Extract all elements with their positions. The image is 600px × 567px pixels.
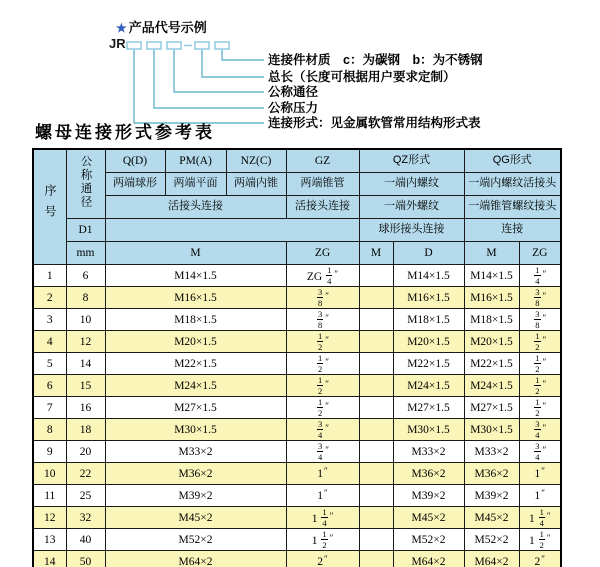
callout-label-material: 连接件材质 c：为碳钢 b：为不锈钢 (268, 53, 483, 67)
header-unit-qg-zg: ZG (519, 242, 561, 265)
table-row (33, 309, 561, 331)
callout-line (154, 50, 264, 108)
header-nz-sub: 两端内锥 (226, 173, 286, 196)
cell-qz-d: M52×2 (393, 529, 464, 551)
table-row (33, 353, 561, 375)
header-gz: GZ (286, 149, 359, 173)
cell-mm: 10 (66, 309, 105, 331)
cell-seq: 2 (33, 287, 66, 309)
callout-label-connection: 连接形式：见金属软管常用结构形式表 (268, 116, 481, 130)
header-unit-zg: ZG (286, 242, 359, 265)
header-pm: PM(A) (165, 149, 226, 173)
cell-qz-m (359, 419, 393, 441)
inch-mark: ″ (325, 422, 329, 433)
cell-mm: 14 (66, 353, 105, 375)
table-body (33, 265, 561, 567)
cell-seq: 7 (33, 397, 66, 419)
header-pm-sub: 两端平面 (165, 173, 226, 196)
cell-qz-m (359, 485, 393, 507)
cell-seq: 14 (33, 551, 66, 567)
fraction: $\frac{1}{2}$ (318, 331, 323, 352)
callout-label-pressure: 公称压力 (268, 101, 319, 115)
cell-qg-zg: 2″ (519, 551, 561, 567)
header-qz-connection: 球形接头连接 (359, 219, 464, 242)
star-icon: ★ (116, 21, 127, 35)
cell-qg-zg: 1 $\frac{1}{2}$ ″ (519, 529, 561, 551)
table-title: 螺母连接形式参考表 (35, 123, 215, 142)
cell-qg-m: M20×1.5 (464, 331, 519, 353)
cell-m: M22×1.5 (105, 353, 286, 375)
header-empty-cell (105, 219, 359, 242)
cell-mm: 25 (66, 485, 105, 507)
cell-qg-zg (519, 441, 561, 463)
cell-mm: 18 (66, 419, 105, 441)
cell-gz: 1″ (286, 485, 359, 507)
inch-mark: ″ (329, 510, 334, 521)
fraction: $\frac{3}{4}$ (535, 441, 540, 462)
cell-m: M27×1.5 (105, 397, 286, 419)
header-qz: QZ形式 (359, 149, 464, 173)
cell-qz-m (359, 507, 393, 529)
inch-mark: ″ (542, 268, 547, 279)
cell-mm: 32 (66, 507, 105, 529)
cell-qg-zg (519, 353, 561, 375)
inch-mark: ″ (325, 290, 329, 301)
fraction: $\frac{1}{4}$ (535, 265, 540, 286)
cell-qz-m (359, 375, 393, 397)
cell-gz (286, 309, 359, 331)
table-row (33, 441, 561, 463)
header-unit-mm: mm (66, 242, 105, 265)
cell-mm: 6 (66, 265, 105, 287)
cell-mm: 20 (66, 441, 105, 463)
callout-line (174, 50, 264, 92)
cell-gz: 1 $\frac{1}{2}$ ″ (286, 529, 359, 551)
cell-qg-m: M33×2 (464, 441, 519, 463)
cell-qg-zg (519, 419, 561, 441)
fraction: $\frac{1}{2}$ (539, 529, 544, 550)
fraction: $\frac{1}{4}$ (322, 507, 327, 528)
cell-qz-d: M22×1.5 (393, 353, 464, 375)
fraction: $\frac{1}{2}$ (318, 397, 323, 418)
table-row (33, 507, 561, 529)
fraction: $\frac{1}{2}$ (535, 331, 540, 352)
code-box (127, 42, 141, 49)
inch-mark: ″ (541, 554, 545, 565)
cell-qz-d: M24×1.5 (393, 375, 464, 397)
header-qg-connection: 连接 (464, 219, 561, 242)
cell-mm: 15 (66, 375, 105, 397)
cell-qg-zg: 1 $\frac{1}{4}$ ″ (519, 507, 561, 529)
header-q-sub: 两端球形 (105, 173, 165, 196)
cell-gz (286, 397, 359, 419)
header-union-connection: 活接头连接 (105, 196, 286, 219)
header-qg: QG形式 (464, 149, 561, 173)
inch-mark: ″ (325, 378, 329, 389)
cell-qg-m: M24×1.5 (464, 375, 519, 397)
callout-line (222, 50, 264, 60)
header-seq: 序号 (33, 149, 66, 265)
header-qz-sub1: 一端内螺纹 (359, 173, 464, 196)
cell-seq: 12 (33, 507, 66, 529)
cell-qg-m: M39×2 (464, 485, 519, 507)
cell-qg-zg (519, 287, 561, 309)
diagram-heading (116, 17, 207, 36)
header-unit-qz-d: D (393, 242, 464, 265)
cell-qz-m (359, 529, 393, 551)
cell-seq: 3 (33, 309, 66, 331)
inch-mark: ″ (542, 356, 547, 367)
cell-qg-zg (519, 331, 561, 353)
cell-seq: 4 (33, 331, 66, 353)
cell-qz-m (359, 551, 393, 567)
inch-mark: ″ (325, 400, 329, 411)
cell-qg-zg: 1″ (519, 485, 561, 507)
cell-mm: 12 (66, 331, 105, 353)
cell-qg-m: M64×2 (464, 551, 519, 567)
cell-qg-m: M18×1.5 (464, 309, 519, 331)
fraction: $\frac{1}{2}$ (322, 529, 327, 550)
inch-mark: ″ (542, 290, 547, 301)
inch-mark: ″ (542, 422, 547, 433)
cell-qz-m (359, 265, 393, 287)
cell-m: M39×2 (105, 485, 286, 507)
cell-gz: 1″ (286, 463, 359, 485)
inch-mark: ″ (542, 312, 547, 323)
header-unit-qz-m: M (359, 242, 393, 265)
cell-qz-d: M30×1.5 (393, 419, 464, 441)
callout-line-group (134, 50, 264, 123)
cell-seq: 13 (33, 529, 66, 551)
cell-qz-m (359, 463, 393, 485)
cell-m: M36×2 (105, 463, 286, 485)
inch-mark: ″ (542, 378, 547, 389)
header-qg-sub2: 一端锥管螺纹接头 (464, 196, 561, 219)
inch-mark: ″ (325, 444, 329, 455)
inch-mark: ″ (542, 334, 547, 345)
cell-qg-zg (519, 397, 561, 419)
table-row (33, 485, 561, 507)
code-box-group (127, 42, 229, 49)
fraction: $\frac{3}{8}$ (318, 287, 323, 308)
cell-mm: 50 (66, 551, 105, 567)
fraction: $\frac{1}{2}$ (318, 375, 323, 396)
cell-qz-d: M45×2 (393, 507, 464, 529)
inch-mark: ″ (542, 400, 547, 411)
cell-m: M64×2 (105, 551, 286, 567)
cell-qg-m: M45×2 (464, 507, 519, 529)
table-row (33, 419, 561, 441)
cell-mm: 16 (66, 397, 105, 419)
cell-seq: 6 (33, 375, 66, 397)
cell-qg-m: M16×1.5 (464, 287, 519, 309)
inch-mark: ″ (541, 466, 545, 477)
header-unit-m: M (105, 242, 286, 265)
header-gz-connection: 活接头连接 (286, 196, 359, 219)
cell-m: M18×1.5 (105, 309, 286, 331)
table-row (33, 331, 561, 353)
inch-mark: ″ (334, 268, 339, 279)
cell-m: M20×1.5 (105, 331, 286, 353)
cell-qz-d: M16×1.5 (393, 287, 464, 309)
fraction: $\frac{3}{4}$ (318, 441, 323, 462)
callout-label-diameter: 公称通径 (268, 85, 319, 99)
cell-qz-m (359, 441, 393, 463)
fraction: $\frac{3}{4}$ (318, 419, 323, 440)
inch-mark: ″ (541, 488, 545, 499)
header-nz: NZ(C) (226, 149, 286, 173)
fraction: $\frac{1}{2}$ (535, 397, 540, 418)
cell-qz-d: M64×2 (393, 551, 464, 567)
inch-mark: ″ (325, 356, 329, 367)
cell-seq: 8 (33, 419, 66, 441)
code-box (167, 42, 181, 49)
nut-connection-table (32, 148, 562, 567)
cell-m: M14×1.5 (105, 265, 286, 287)
cell-m: M30×1.5 (105, 419, 286, 441)
cell-qz-d: M18×1.5 (393, 309, 464, 331)
cell-m: M33×2 (105, 441, 286, 463)
cell-qz-m (359, 397, 393, 419)
cell-gz: 1 $\frac{1}{4}$ ″ (286, 507, 359, 529)
fraction: $\frac{3}{8}$ (318, 309, 323, 330)
cell-qz-d: M36×2 (393, 463, 464, 485)
header-q: Q(D) (105, 149, 165, 173)
cell-mm: 8 (66, 287, 105, 309)
callout-line (202, 50, 264, 77)
cell-qz-m (359, 309, 393, 331)
cell-m: M24×1.5 (105, 375, 286, 397)
cell-gz (286, 353, 359, 375)
diagram-heading-text: 产品代号示例 (128, 20, 207, 35)
table-row (33, 375, 561, 397)
cell-mm: 22 (66, 463, 105, 485)
header-qg-sub1: 一端内螺纹活接头 (464, 173, 561, 196)
cell-qz-m (359, 287, 393, 309)
header-d1: D1 (66, 219, 105, 242)
fraction: $\frac{1}{2}$ (318, 353, 323, 374)
header-unit-qg-m: M (464, 242, 519, 265)
cell-m: M16×1.5 (105, 287, 286, 309)
cell-qg-m: M22×1.5 (464, 353, 519, 375)
cell-qz-m (359, 353, 393, 375)
fraction: $\frac{3}{8}$ (535, 309, 540, 330)
cell-seq: 10 (33, 463, 66, 485)
cell-qz-d: M27×1.5 (393, 397, 464, 419)
cell-seq: 5 (33, 353, 66, 375)
inch-mark: ″ (324, 488, 328, 499)
header-qz-sub2: 一端外螺纹 (359, 196, 464, 219)
cell-gz (286, 287, 359, 309)
table-header (33, 149, 561, 265)
cell-gz (286, 419, 359, 441)
inch-mark: ″ (542, 444, 547, 455)
cell-qg-m: M27×1.5 (464, 397, 519, 419)
fraction: $\frac{3}{4}$ (535, 419, 540, 440)
cell-qg-zg (519, 265, 561, 287)
cell-mm: 40 (66, 529, 105, 551)
cell-qz-d: M33×2 (393, 441, 464, 463)
cell-m: M45×2 (105, 507, 286, 529)
cell-seq: 9 (33, 441, 66, 463)
cell-gz (286, 441, 359, 463)
cell-qg-m: M30×1.5 (464, 419, 519, 441)
inch-mark: ″ (324, 554, 328, 565)
callout-label-length: 总长（长度可根据用户要求定制） (268, 70, 456, 84)
cell-qz-d: M39×2 (393, 485, 464, 507)
table-row (33, 287, 561, 309)
cell-qg-zg (519, 375, 561, 397)
cell-gz: ZG $\frac{1}{4}$ ″ (286, 265, 359, 287)
table-row (33, 397, 561, 419)
cell-qg-m: M14×1.5 (464, 265, 519, 287)
fraction: $\frac{1}{4}$ (539, 507, 544, 528)
table-row (33, 463, 561, 485)
cell-m: M52×2 (105, 529, 286, 551)
cell-seq: 1 (33, 265, 66, 287)
fraction: $\frac{1}{2}$ (535, 375, 540, 396)
code-prefix: JR (109, 36, 126, 51)
table-row (33, 265, 561, 287)
inch-mark: ″ (325, 334, 329, 345)
cell-qg-m: M36×2 (464, 463, 519, 485)
cell-qg-zg: 1″ (519, 463, 561, 485)
inch-mark: ″ (324, 466, 328, 477)
cell-seq: 11 (33, 485, 66, 507)
cell-qz-d: M14×1.5 (393, 265, 464, 287)
table-row (33, 529, 561, 551)
fraction: $\frac{1}{4}$ (327, 265, 332, 286)
code-box (147, 42, 161, 49)
cell-qg-zg (519, 309, 561, 331)
inch-mark: ″ (546, 532, 551, 543)
fraction: $\frac{1}{2}$ (535, 353, 540, 374)
cell-gz: 2″ (286, 551, 359, 567)
cell-qz-m (359, 331, 393, 353)
inch-mark: ″ (546, 510, 551, 521)
inch-mark: ″ (329, 532, 334, 543)
fraction: $\frac{3}{8}$ (535, 287, 540, 308)
table-row (33, 551, 561, 567)
cell-qg-m: M52×2 (464, 529, 519, 551)
inch-mark: ″ (325, 312, 329, 323)
cell-gz (286, 375, 359, 397)
header-nominal-diameter: 公称通径 (66, 149, 105, 219)
code-box (195, 42, 209, 49)
code-box (215, 42, 229, 49)
header-gz-sub: 两端锥管 (286, 173, 359, 196)
cell-qz-d: M20×1.5 (393, 331, 464, 353)
cell-gz (286, 331, 359, 353)
